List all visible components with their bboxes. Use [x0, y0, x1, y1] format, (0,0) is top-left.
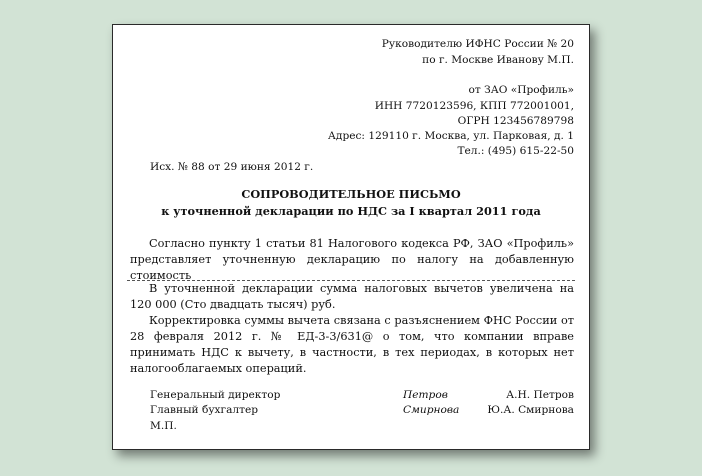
recipient-name: по г. Москве Иванову М.П. — [422, 54, 574, 66]
signature-name-accountant: Ю.А. Смирнова — [487, 404, 574, 416]
paragraph-deduction: В уточненной декларации сумма налоговых вычетов увеличена на 120 000 (Сто двадцать тысяч) руб. — [130, 282, 574, 311]
outgoing-number: Исх. № 88 от 29 июня 2012 г. — [150, 161, 314, 173]
signature-name-director: А.Н. Петров — [506, 389, 574, 401]
paragraph-clarification: Корректировка суммы вычета связана с разъяснением ФНС России от 28 февраля 2012 г. № ЕД-3-3/631@ о том, что компании вправе принимать НДС к вычету, в частности, в тех периодах, в которых нет налогооблагаемых операций. — [130, 314, 574, 375]
letter-subtitle: к уточненной декларации по НДС за I квартал 2011 года — [161, 204, 541, 218]
letter-title: СОПРОВОДИТЕЛЬНОЕ ПИСЬМО — [241, 187, 461, 201]
signature-accountant: Смирнова — [403, 404, 460, 416]
sender-phone: Тел.: (495) 615-22-50 — [457, 145, 574, 157]
sender-address: Адрес: 129110 г. Москва, ул. Парковая, д. 1 — [327, 130, 574, 142]
sender-ogrn: ОГРН 123456789798 — [457, 115, 574, 127]
recipient-line: Руководителю ИФНС России № 20 — [381, 38, 574, 50]
sender-company: от ЗАО «Профиль» — [468, 84, 574, 96]
sender-inn-kpp: ИНН 7720123596, КПП 772001001, — [374, 100, 574, 112]
signature-director: Петров — [403, 389, 448, 401]
stamp-place: М.П. — [150, 420, 177, 432]
signature-role-accountant: Главный бухгалтер — [150, 404, 259, 416]
signature-role-director: Генеральный директор — [150, 389, 281, 401]
letter-sheet — [112, 24, 590, 450]
intro-paragraph: Согласно пункту 1 статьи 81 Налогового кодекса РФ, ЗАО «Профиль» представляет уточненную декларацию по налогу на добавленную стоимость — [130, 237, 574, 282]
